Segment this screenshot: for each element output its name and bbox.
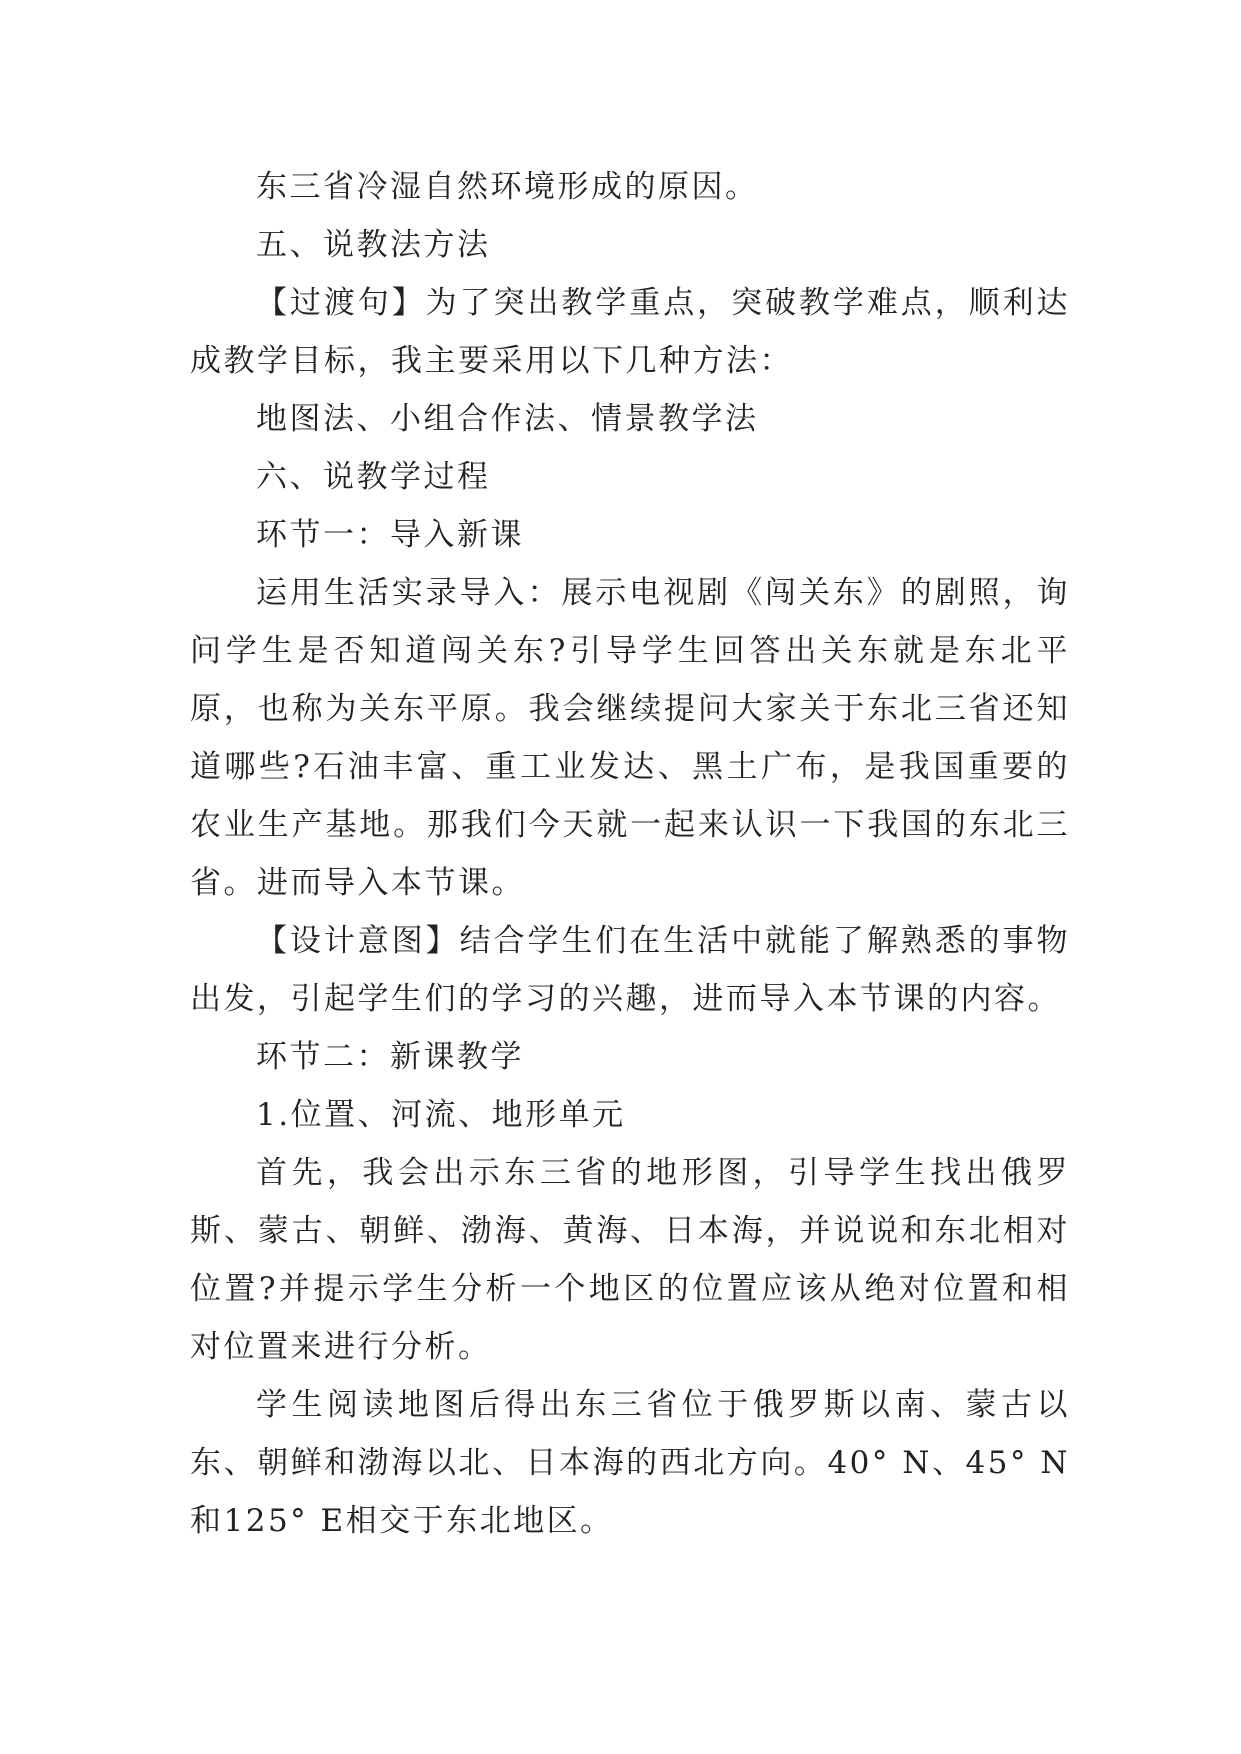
paragraph-methods-list: 地图法、小组合作法、情景教学法 <box>256 401 759 437</box>
paragraph-transition: 【过渡句】为了突出教学重点，突破教学难点，顺利达成教学目标，我主要采用以下几种方法： <box>190 285 1070 379</box>
paragraph-design-intent: 【设计意图】结合学生们在生活中就能了解熟悉的事物出发，引起学生们的学习的兴趣，进而导入本节课的内容。 <box>190 923 1070 1017</box>
paragraph-introduction: 运用生活实录导入：展示电视剧《闯关东》的剧照，询问学生是否知道闯关东?引导学生回答出关东就是东北平原，也称为关东平原。我会继续提问大家关于东北三省还知道哪些?石油丰富、重工业发达、黑土广布，是我国重要的农业生产基地。那我们今天就一起来认识一下我国的东北三省。进而导入本节课。 <box>190 575 1070 901</box>
heading-location-rivers: 1.位置、河流、地形单元 <box>256 1097 626 1133</box>
heading-step-two: 环节二：新课教学 <box>256 1039 524 1075</box>
document-body <box>190 158 1070 1550</box>
heading-teaching-methods: 五、说教法方法 <box>256 227 491 263</box>
heading-step-one: 环节一：导入新课 <box>256 517 524 553</box>
paragraph-reason: 东三省冷湿自然环境形成的原因。 <box>256 169 759 205</box>
heading-teaching-process: 六、说教学过程 <box>256 459 491 495</box>
paragraph-map-guidance: 首先，我会出示东三省的地形图，引导学生找出俄罗斯、蒙古、朝鲜、渤海、黄海、日本海，并说说和东北相对位置?并提示学生分析一个地区的位置应该从绝对位置和相对位置来进行分析。 <box>190 1155 1070 1365</box>
paragraph-student-findings: 学生阅读地图后得出东三省位于俄罗斯以南、蒙古以东、朝鲜和渤海以北、日本海的西北方向。40° N、45° N和125° E相交于东北地区。 <box>190 1387 1070 1539</box>
